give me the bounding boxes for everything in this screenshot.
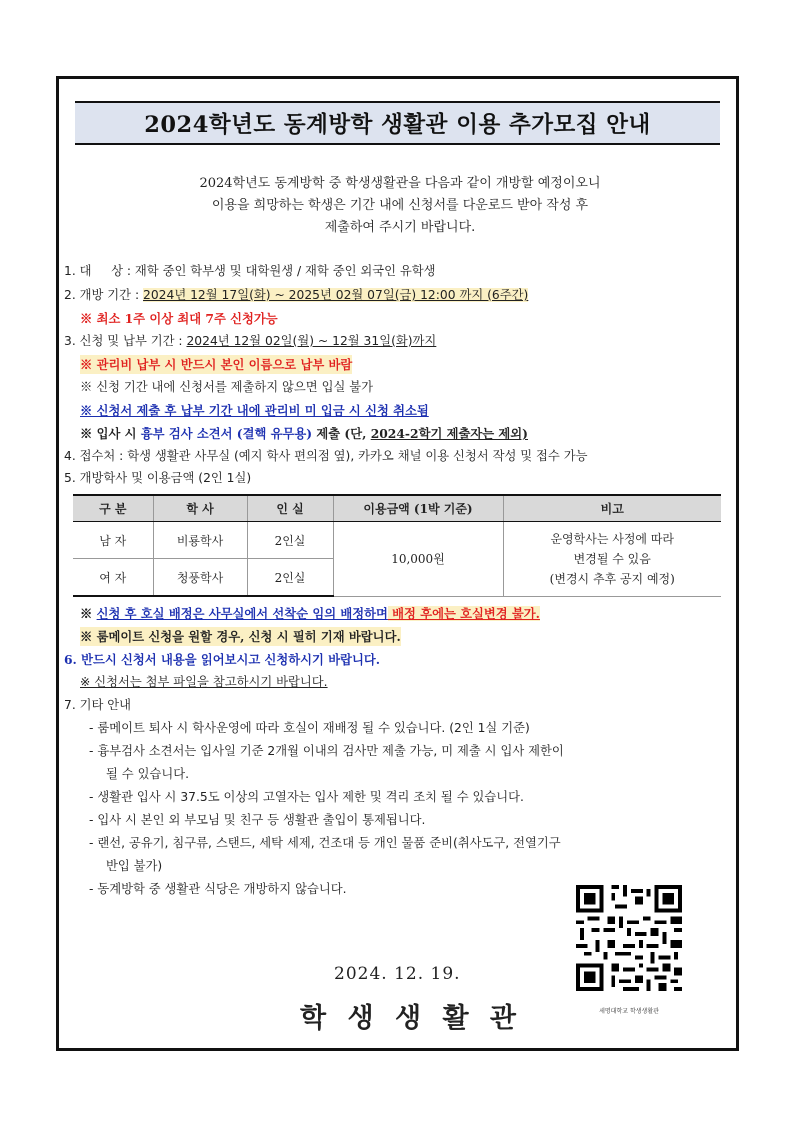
page-title: [75, 101, 720, 145]
health-note-c: 제출 (단,: [312, 426, 371, 441]
etc-item-cont: 반입 불가): [106, 859, 163, 873]
item-office: 4. 접수처 : 학생 생활관 사무실 (예지 학사 편의점 옆), 카카오 채널 이용 신청서 작성 및 접수 가능: [64, 449, 588, 463]
dorm-cell: 청풍학사: [153, 559, 247, 597]
etc-item: - 랜선, 공유기, 침구류, 스탠드, 세탁 세제, 건조대 등 개인 물품 준비(취사도구, 전열기구: [89, 836, 561, 850]
title-text: 2024학년도 동계방학 생활관 이용 추가모집 안내: [144, 112, 651, 138]
item-price: 5. 개방학사 및 이용금액 (2인 1실): [64, 471, 252, 485]
apply-text: 2024년 12월 02일(월) ~ 12월 31일(화)까지: [186, 334, 437, 348]
qr-caption: 세명대학교 학생생활관: [599, 1008, 659, 1015]
assign-note-a: ※: [80, 606, 97, 621]
attachment-note: ※ 신청서는 첨부 파일을 참고하시기 바랍니다.: [80, 675, 328, 689]
item-read-notice: 6. 반드시 신청서 내용을 읽어보시고 신청하시기 바랍니다.: [64, 652, 381, 667]
apply-note-deadline: ※ 신청 기간 내에 신청서를 제출하지 않으면 입실 불가: [80, 380, 374, 394]
price-table: [73, 494, 721, 597]
period-text: 2024년 12월 17일(화) ~ 2025년 02월 07일(금) 12:00 까지 (6주간): [143, 288, 529, 302]
price-cell: 10,000원: [333, 522, 503, 597]
item-etc: 7. 기타 안내: [64, 698, 132, 712]
period-note: ※ 최소 1주 이상 최대 7주 신청가능: [80, 311, 278, 326]
intro-line: 이용을 희망하는 학생은 기간 내에 신청서를 다운로드 받아 작성 후: [211, 198, 589, 213]
note-cell: [503, 522, 721, 597]
room-cell: 2인실: [247, 559, 333, 597]
health-note-a: ※ 입사 시: [80, 426, 141, 441]
item-target: [64, 262, 436, 281]
roommate-note: ※ 룸메이트 신청을 원할 경우, 신청 시 필히 기재 바랍니다.: [80, 629, 401, 644]
dorm-cell: 비룡학사: [153, 522, 247, 559]
notice-date: 2024. 12. 19.: [334, 964, 461, 984]
table-header: 인 실: [247, 495, 333, 522]
intro-line: 2024학년도 동계방학 중 학생생활관을 다음과 같이 개방할 예정이오니: [199, 176, 601, 191]
etc-item: - 입사 시 본인 외 부모님 및 친구 등 생활관 출입이 통제됩니다.: [89, 813, 426, 827]
qr-code-icon[interactable]: [572, 881, 686, 995]
etc-item: - 흉부검사 소견서는 입사일 기준 2개월 이내의 검사만 제출 가능, 미 제출 시 입사 제한이: [89, 744, 564, 758]
assign-note-b: 신청 후 호실 배정은 사무실에서 선착순 임의 배정하며: [96, 606, 388, 621]
table-header-row: [73, 495, 721, 522]
apply-label: 3. 신청 및 납부 기간 :: [64, 334, 187, 348]
period-label: 2. 개방 기간 :: [64, 288, 144, 302]
etc-item-cont: 될 수 있습니다.: [106, 767, 189, 781]
item-apply: [64, 332, 436, 351]
health-note-d: 2024-2학기 제출자는 제외): [370, 426, 528, 441]
intro-line: 제출하여 주시기 바랍니다.: [324, 220, 476, 235]
note-line: (변경시 추후 공지 예정): [549, 571, 675, 586]
etc-item: - 동계방학 중 생활관 식당은 개방하지 않습니다.: [89, 882, 347, 896]
note-line: 운영학사는 사정에 따라: [550, 531, 675, 546]
apply-note-cancel: ※ 신청서 제출 후 납부 기간 내에 관리비 미 입금 시 신청 취소됨: [80, 403, 429, 418]
room-cell: 2인실: [247, 522, 333, 559]
table-row: [73, 522, 721, 559]
organization-name: 학 생 생 활 관: [300, 1003, 523, 1034]
note-line: 변경될 수 있음: [573, 551, 651, 566]
table-header: 구 분: [73, 495, 153, 522]
intro-paragraph: [70, 173, 730, 239]
etc-item: - 생활관 입사 시 37.5도 이상의 고열자는 입사 제한 및 격리 조치 될 수 있습니다.: [89, 790, 524, 804]
etc-item: - 룸메이트 퇴사 시 학사운영에 따라 호실이 재배정 될 수 있습니다. (2인 1실 기준): [89, 721, 530, 735]
room-assign-note: [80, 604, 540, 623]
target-label: 1. 대 상 :: [64, 264, 135, 278]
target-text: 재학 중인 학부생 및 대학원생 / 재학 중인 외국인 유학생: [134, 264, 436, 278]
apply-note-name: ※ 관리비 납부 시 반드시 본인 이름으로 납부 바람: [80, 357, 353, 372]
health-note-b: 흉부 검사 소견서 (결핵 유무용): [140, 426, 313, 441]
table-header: 학 사: [153, 495, 247, 522]
table-header: 이용금액 (1박 기준): [333, 495, 503, 522]
assign-note-c: 배정 후에는 호실변경 불가.: [387, 606, 540, 621]
table-header: 비고: [503, 495, 721, 522]
gender-cell: 여 자: [73, 559, 153, 597]
item-period: [64, 286, 528, 305]
gender-cell: 남 자: [73, 522, 153, 559]
apply-note-health: [80, 424, 528, 443]
